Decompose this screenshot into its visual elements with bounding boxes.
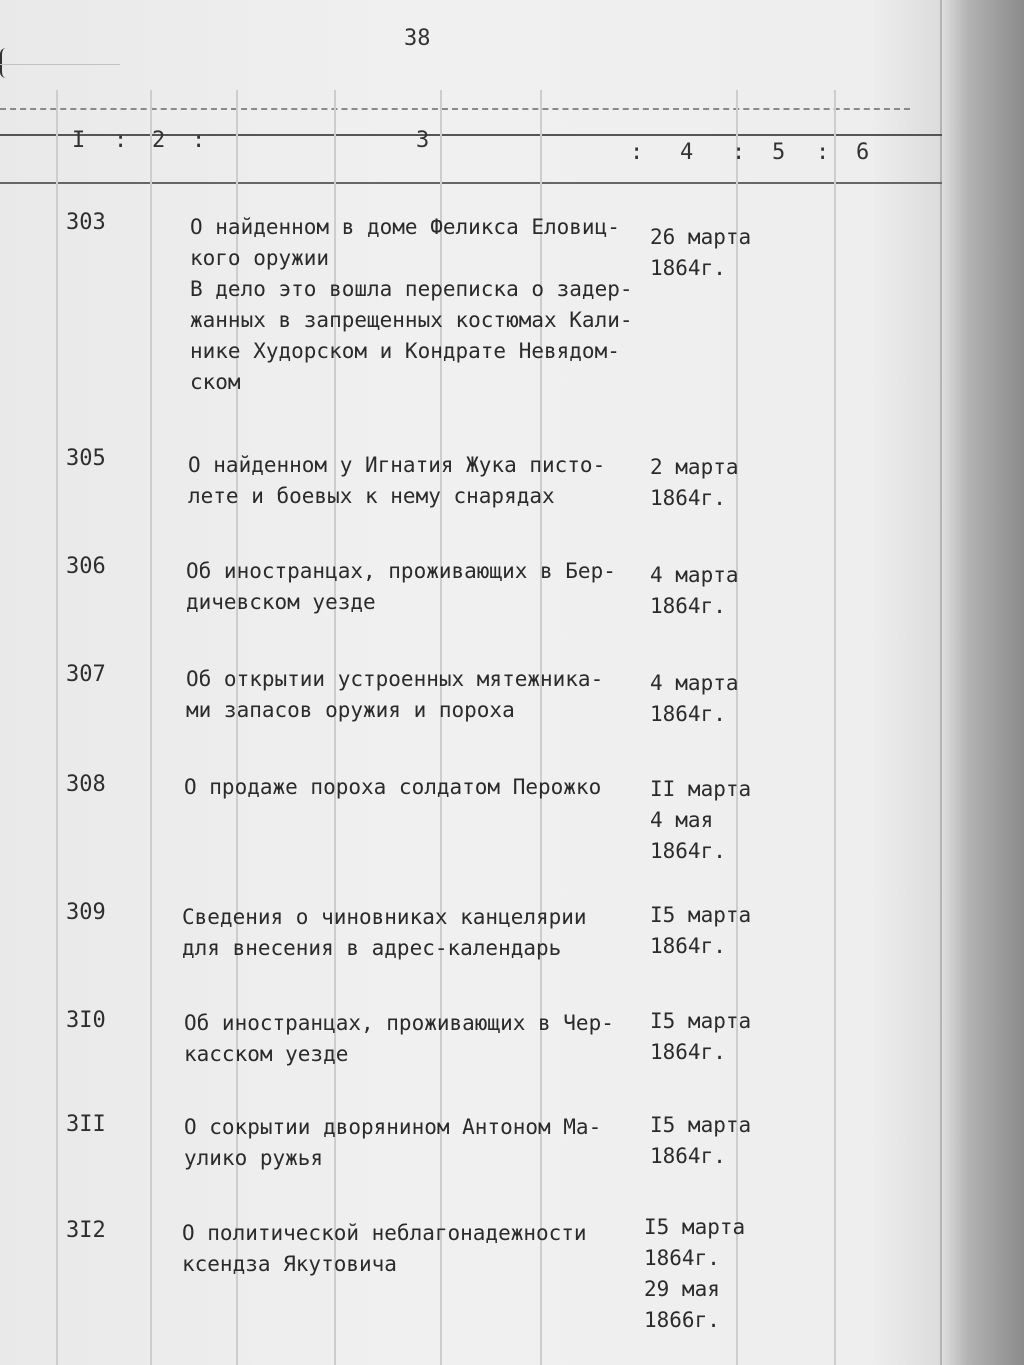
header-separator: : — [114, 128, 128, 153]
row-title: Об иностранцах, проживающих в Чер- касском уезде — [184, 1011, 614, 1066]
date-line: 26 марта — [650, 225, 752, 249]
date-line: 1866г. — [644, 1308, 720, 1332]
row-date — [650, 452, 739, 514]
row-number: 3I2 — [66, 1218, 106, 1243]
row-number: 305 — [66, 446, 106, 471]
row-date — [650, 668, 739, 730]
faint-rule — [0, 64, 120, 65]
date-line: I5 марта — [650, 1113, 752, 1137]
row-title: Об иностранцах, проживающих в Бер- дичевском уезде — [186, 559, 616, 614]
row-number: 307 — [66, 662, 106, 687]
row-title: О политической неблагонадежности ксендза Якутовича — [182, 1221, 587, 1276]
page-number: 38 — [404, 26, 431, 51]
header-col-4: 4 — [680, 140, 694, 165]
date-line: 1864г. — [650, 594, 726, 618]
row-date — [650, 222, 751, 284]
header-separator: : — [732, 140, 746, 165]
row-date — [650, 560, 739, 622]
row-date — [650, 900, 751, 962]
date-line: I5 марта — [650, 1009, 752, 1033]
row-number: 3II — [66, 1112, 106, 1137]
row-title: Об открытии устроенных мятежника- ми запасов оружия и пороха — [186, 667, 604, 722]
row-number: 306 — [66, 554, 106, 579]
date-line: 1864г. — [650, 256, 726, 280]
row-number: 303 — [66, 210, 106, 235]
row-number: 3I0 — [66, 1008, 106, 1033]
row-date — [650, 774, 751, 867]
header-separator: : — [192, 128, 206, 153]
column-rule — [150, 90, 152, 1365]
row-number: 309 — [66, 900, 106, 925]
header-bottom-rule — [0, 182, 942, 184]
header-col-6: 6 — [856, 140, 870, 165]
header-col-5: 5 — [772, 140, 786, 165]
date-line: 1864г. — [650, 1144, 726, 1168]
date-line: 4 мая — [650, 808, 714, 832]
header-separator: : — [816, 140, 830, 165]
header-col-2: 2 — [152, 128, 166, 153]
date-line: 1864г. — [650, 702, 726, 726]
column-rule — [834, 90, 836, 1365]
row-title: Сведения о чиновниках канцелярии для внесения в адрес-календарь — [182, 905, 587, 960]
date-line: 1864г. — [650, 839, 726, 863]
row-date — [644, 1212, 745, 1336]
date-line: I5 марта — [644, 1215, 746, 1239]
date-line: 1864г. — [644, 1246, 720, 1270]
date-line: 1864г. — [650, 934, 726, 958]
date-line: 1864г. — [650, 486, 726, 510]
row-title: О найденном в доме Феликса Еловиц- кого оружии В дело это вошла переписка о задер- жанных в запрещенных костюмах Кали- нике Худорском и Кондрате Невядом- ском — [190, 215, 633, 394]
row-number: 308 — [66, 772, 106, 797]
date-line: 1864г. — [650, 1040, 726, 1064]
page-edge-shadow — [944, 0, 1024, 1365]
row-date — [650, 1110, 751, 1172]
date-line: 2 марта — [650, 455, 739, 479]
header-dashed-rule — [0, 108, 910, 110]
row-title: О продаже пороха солдатом Перожко — [184, 775, 602, 799]
header-col-3: 3 — [416, 128, 430, 153]
header-top-rule — [0, 134, 942, 136]
binding-mark — [0, 48, 8, 78]
header-separator: : — [630, 140, 644, 165]
date-line: 4 марта — [650, 563, 739, 587]
row-title: О найденном у Игнатия Жука писто- лете и боевых к нему снарядах — [188, 453, 606, 508]
column-rule — [56, 90, 58, 1365]
page-edge-line — [940, 0, 942, 1365]
date-line: 4 марта — [650, 671, 739, 695]
header-col-1: I — [72, 128, 86, 153]
date-line: II марта — [650, 777, 752, 801]
row-title: О сокрытии дворянином Антоном Ма- улико ружья — [184, 1115, 602, 1170]
date-line: 29 мая — [644, 1277, 720, 1301]
row-date — [650, 1006, 751, 1068]
date-line: I5 марта — [650, 903, 752, 927]
